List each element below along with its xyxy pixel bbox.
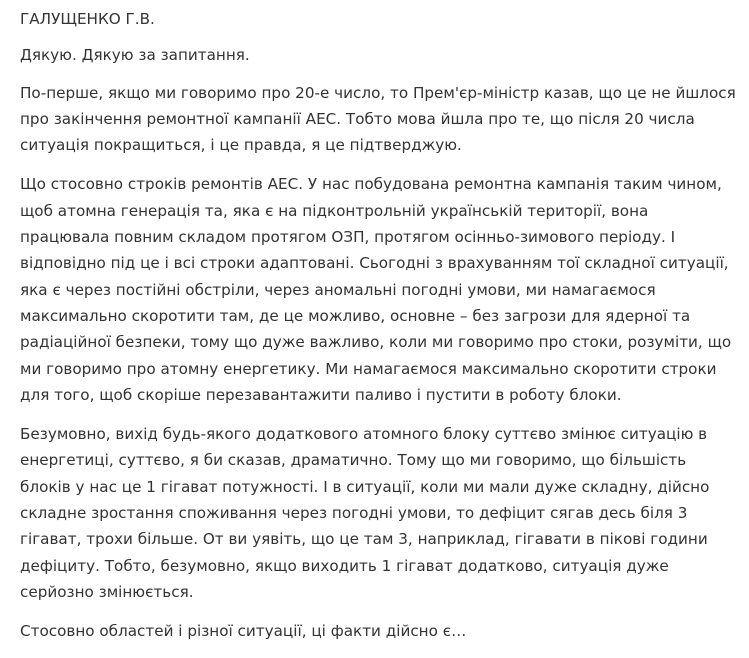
paragraph-repair-timing: Що стосовно строків ремонтів АЕС. У нас побудована ремонтна кампанія таким чином, щоб атомна генерація та, яка є на підконтрольній українській території, вона працювала повним складом протягом ОЗП, протягом осінньо-зимового періоду. І відповідно під це і всі строки адаптовані. Сьогодні з врахуванням тої складної ситуації, яка є через постійні обстріли, через аномальні погодні умови, ми намагаємося максимально скоротити там, де це можливо, основне – без загрози для ядерної та радіаційної безпеки, тому що дуже важливо, коли ми говоримо про стоки, розуміти, що ми говоримо про атомну енергетику. Ми намагаємося максимально скоротити строки для того, щоб скоріше перезавантажити паливо і пустити в роботу блоки.	[20, 175, 732, 404]
paragraph-20th-date: По-перше, якщо ми говоримо про 20-е число, то Прем'єр-міністр казав, що це не йшлося про закінчення ремонтної кампанії АЕС. Тобто мова йшла про те, що після 20 числа ситуація покращиться, і це правда, я це підтверджую.	[20, 83, 736, 155]
paragraph-regions: Стосовно областей і різної ситуації, ці факти дійсно є…	[20, 622, 467, 641]
transcript-container	[20, 6, 740, 658]
paragraph-thanks: Дякую. Дякую за запитання.	[20, 46, 250, 65]
speaker-name: ГАЛУЩЕНКО Г.В.	[20, 10, 155, 28]
paragraph-additional-unit: Безумовно, вихід будь-якого додаткового атомного блоку суттєво змінює ситуацію в енергетиці, суттєво, я би сказав, драматично. Тому що ми говоримо, що більшість блоків у нас це 1 гігават потужності. І в ситуації, коли ми мали дуже складну, дійсно складне зростання споживання через погодні умови, то дефіцит сягав десь біля 3 гігават, трохи більше. От ви уявіть, що це там 3, наприклад, гігавати в пікові години дефіциту. Тобто, безумовно, якщо виходить 1 гігават додатково, ситуація дуже серйозно змінюється.	[20, 425, 710, 601]
